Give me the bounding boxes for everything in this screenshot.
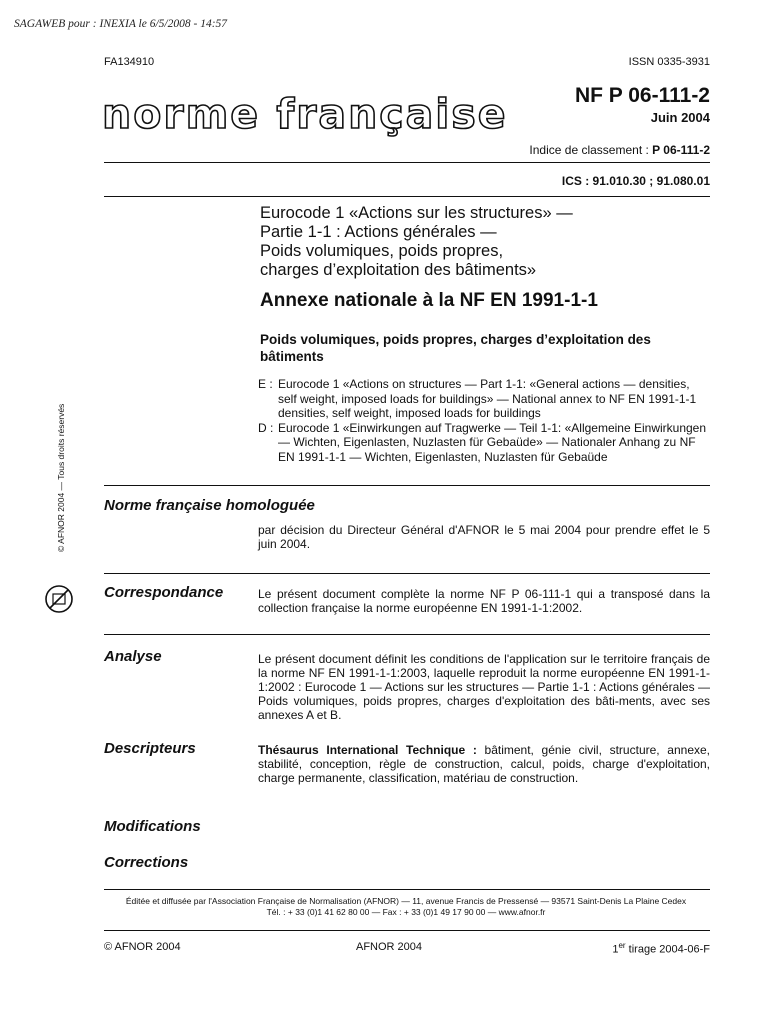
issn: ISSN 0335-3931 <box>628 56 710 68</box>
document-code: FA134910 <box>104 56 155 68</box>
footer-copyright: © AFNOR 2004 <box>104 941 181 953</box>
header-rule <box>104 162 710 163</box>
tirage-number: 1 <box>612 943 619 956</box>
classification-index <box>450 143 710 157</box>
no-photocopy-icon <box>44 584 74 614</box>
tirage-superscript: er <box>618 941 626 950</box>
translation-prefix: E : <box>258 377 273 391</box>
ics-codes: ICS : 91.010.30 ; 91.080.01 <box>561 174 710 188</box>
section-rule <box>104 485 710 486</box>
title-line: Partie 1-1 : Actions générales — <box>260 223 497 241</box>
descripteurs-terms: bâtiment, génie civil, structure, annexe, stabilité, conception, règle de construction, calcul, poids, charge d'exploitation, charge permanente, classification, matériau de construction. <box>258 743 710 785</box>
section-rule <box>104 634 710 635</box>
translation-prefix: D : <box>258 420 274 435</box>
descripteurs-heading: Descripteurs <box>104 740 196 757</box>
tirage-text: tirage 2004-06-F <box>625 943 710 956</box>
homologuee-body: par décision du Directeur Général d'AFNOR le 5 mai 2004 pour prendre effet le 5 juin 2004. <box>258 523 710 551</box>
brand-title: norme française <box>102 90 508 138</box>
footer-tirage <box>560 941 710 956</box>
modifications-heading: Modifications <box>104 818 201 835</box>
title-line: charges d’exploitation des bâtiments» <box>260 261 537 279</box>
analyse-body: Le présent document définit les conditions de l'application sur le territoire français de la norme NF EN 1991-1-1:2003, laquelle reproduit la norme européenne EN 1991-1-1:2002 : Eurocode 1 — Actions sur les structures — Partie 1-1 : Actions générales — Poids volumiques, poids propres, charges d'exploitation des bâti-ments, avec ses annexes A et B. <box>258 652 710 722</box>
publisher-info <box>100 896 712 918</box>
translation-german <box>258 421 710 465</box>
correspondance-heading: Correspondance <box>104 584 224 601</box>
correspondance-body: Le présent document complète la norme NF P 06-111-1 qui a transposé dans la collection française la norme européenne EN 1991-1-1:2002. <box>258 587 710 615</box>
footer-rule <box>104 889 710 890</box>
descripteurs-body <box>258 743 710 785</box>
annex-title: Annexe nationale à la NF EN 1991-1-1 <box>260 290 598 311</box>
title-line: Eurocode 1 «Actions sur les structures» — <box>260 204 573 222</box>
translations <box>258 377 710 464</box>
translation-text: Eurocode 1 «Einwirkungen auf Tragwerke — Teil 1-1: «Allgemeine Einwirkungen — Wichten, Eigenlasten, Nuzlasten für Gebaüde» — Nationaler Anhang zu NF EN 1991-1-1 — Wichten, Eigenlasten, Nuzlasten für Gebaüde <box>278 420 707 464</box>
print-stamp: SAGAWEB pour : INEXIA le 6/5/2008 - 14:57 <box>14 18 228 30</box>
rights-reserved: © AFNOR 2004 — Tous droits réservés <box>56 403 66 552</box>
footer-rule-bottom <box>104 930 710 931</box>
descripteurs-label: Thésaurus International Technique : <box>258 743 477 757</box>
publisher-contact: Tél. : + 33 (0)1 41 62 80 00 — Fax : + 33 (0)1 49 17 90 00 — www.afnor.fr <box>266 907 546 917</box>
indice-value: P 06-111-2 <box>652 143 710 157</box>
homologuee-heading: Norme française homologuée <box>104 497 315 514</box>
translation-text: Eurocode 1 «Actions on structures — Part 1-1: «General actions — densities, self weight, imposed loads for buildings» — National annex to NF EN 1991-1-1 densities, self weight, imposed loads for buildings <box>278 377 697 420</box>
analyse-heading: Analyse <box>104 648 162 665</box>
ics-rule <box>104 196 710 197</box>
translation-english <box>258 377 710 421</box>
indice-label: Indice de classement : <box>529 143 653 157</box>
title-line: Poids volumiques, poids propres, <box>260 242 504 260</box>
document-title <box>260 204 720 280</box>
document-subtitle: Poids volumiques, poids propres, charges d’exploitation des bâtiments <box>260 332 651 364</box>
publisher-address: Éditée et diffusée par l'Association Française de Normalisation (AFNOR) — 11, avenue Francis de Pressensé — 93571 Saint-Denis La Plaine Cedex <box>125 896 687 906</box>
publication-date: Juin 2004 <box>650 110 710 125</box>
footer-publisher: AFNOR 2004 <box>356 941 423 953</box>
corrections-heading: Corrections <box>104 854 189 871</box>
section-rule <box>104 573 710 574</box>
standard-number: NF P 06-111-2 <box>574 84 710 107</box>
